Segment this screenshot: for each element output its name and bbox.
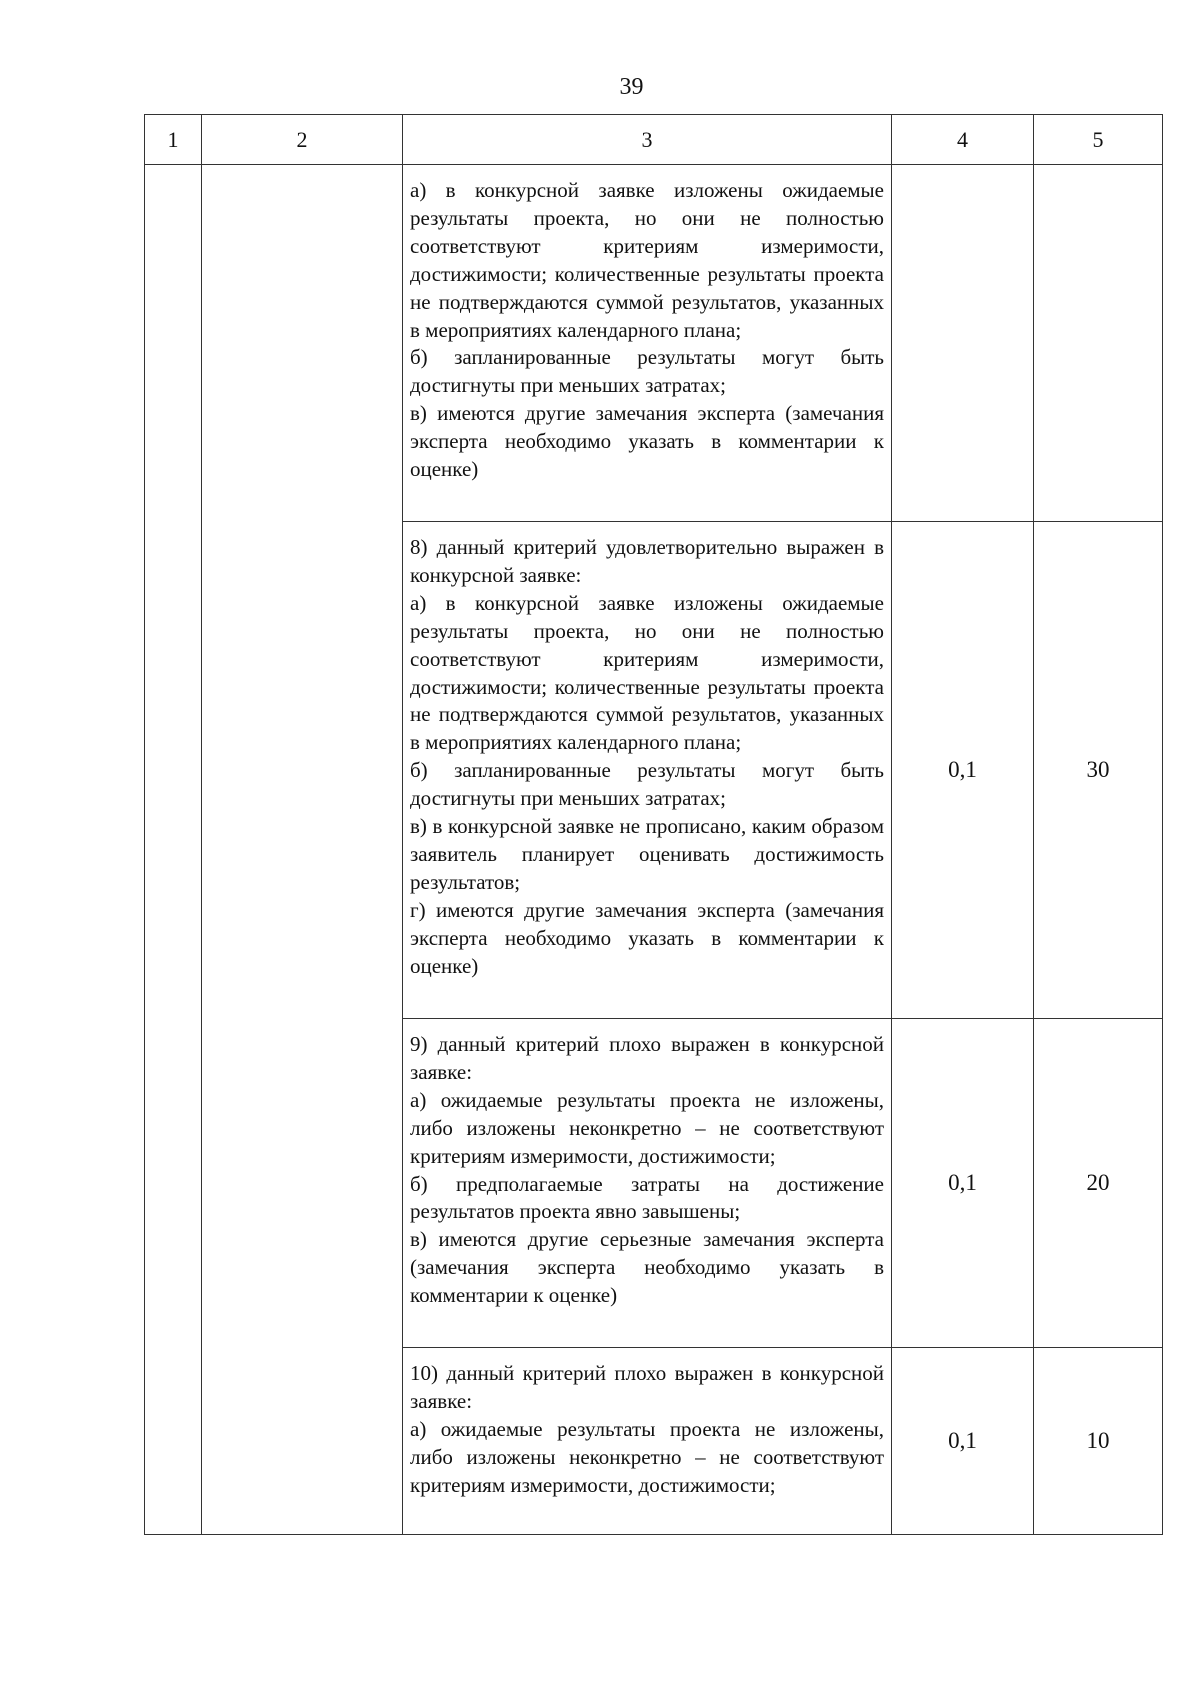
criterion-line: а) ожидаемые результаты проекта не изложены, либо изложены неконкретно – не соответствуют критериям измеримости, достижимости; <box>410 1416 884 1497</box>
coefficient-cell: 0,1 <box>892 522 1034 1019</box>
criterion-line: б) предполагаемые затраты на достижение результатов проекта явно завышены; <box>410 1171 884 1224</box>
score-cell: 30 <box>1034 522 1163 1019</box>
column-2-cell <box>202 165 403 1535</box>
criterion-text-cell <box>403 522 892 1019</box>
criterion-line: б) запланированные результаты могут быть достигнуты при меньших затратах; <box>410 345 884 398</box>
criterion-line: а) ожидаемые результаты проекта не изложены, либо изложены неконкретно – не соответствуют критериям измеримости, достижимости; <box>410 1087 884 1168</box>
table-header-row <box>145 115 1163 165</box>
coefficient-cell: 0,1 <box>892 1348 1034 1535</box>
page-number: 39 <box>619 74 644 100</box>
coefficient-cell: 0,1 <box>892 1019 1034 1348</box>
header-cell-3: 3 <box>403 115 892 165</box>
table-row <box>145 165 1163 522</box>
criterion-line: а) в конкурсной заявке изложены ожидаемые результаты проекта, но они не полностью соответствуют критериям измеримости, достижимости; количественные результаты проекта не подтверждаются суммой результатов, указанных в мероприятиях календарного плана; <box>410 178 884 342</box>
criterion-line: в) в конкурсной заявке не прописано, каким образом заявитель планирует оценивать достижимость результатов; <box>410 814 884 894</box>
column-1-cell <box>145 165 202 1535</box>
header-cell-4: 4 <box>892 115 1034 165</box>
criteria-table <box>144 114 1163 1535</box>
score-cell: 10 <box>1034 1348 1163 1535</box>
header-cell-2: 2 <box>202 115 403 165</box>
score-cell <box>1034 165 1163 522</box>
criterion-line: 10) данный критерий плохо выражен в конкурсной заявке: <box>410 1361 884 1413</box>
score-cell: 20 <box>1034 1019 1163 1348</box>
header-cell-5: 5 <box>1034 115 1163 165</box>
criterion-line: б) запланированные результаты могут быть достигнуты при меньших затратах; <box>410 758 884 811</box>
criterion-line: г) имеются другие замечания эксперта (замечания эксперта необходимо указать в комментарии к оценке) <box>410 897 884 978</box>
header-cell-1: 1 <box>145 115 202 165</box>
criterion-text-cell <box>403 1348 892 1535</box>
criterion-line: в) имеются другие замечания эксперта (замечания эксперта необходимо указать в комментарии к оценке) <box>410 401 884 482</box>
criterion-line: в) имеются другие серьезные замечания эксперта (замечания эксперта необходимо указать в комментарии к оценке) <box>410 1227 884 1308</box>
criterion-line: 8) данный критерий удовлетворительно выражен в конкурсной заявке: <box>410 535 884 587</box>
criterion-line: а) в конкурсной заявке изложены ожидаемые результаты проекта, но они не полностью соответствуют критериям измеримости, достижимости; количественные результаты проекта не подтверждаются суммой результатов, указанных в мероприятиях календарного плана; <box>410 590 884 755</box>
criterion-text-cell <box>403 165 892 522</box>
criterion-line: 9) данный критерий плохо выражен в конкурсной заявке: <box>410 1032 884 1084</box>
criterion-text-cell <box>403 1019 892 1348</box>
coefficient-cell <box>892 165 1034 522</box>
